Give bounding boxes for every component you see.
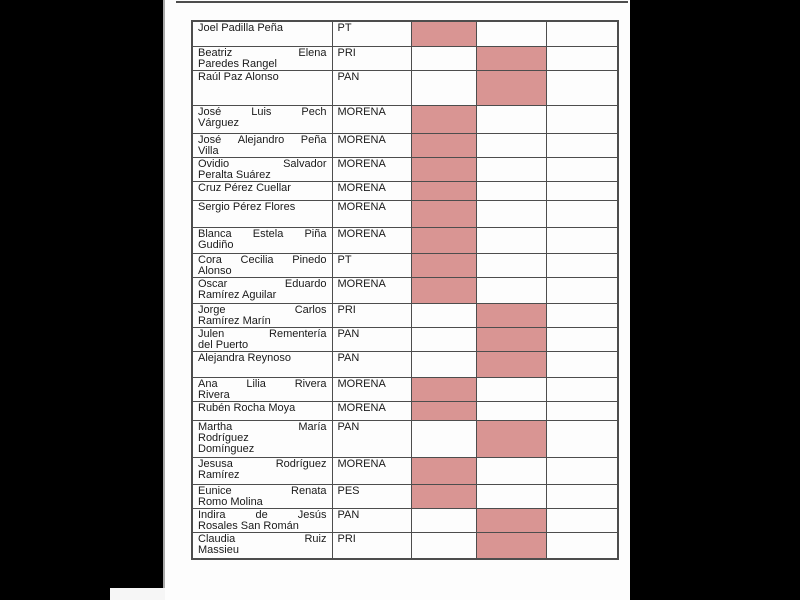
table-row xyxy=(192,200,618,227)
table-row xyxy=(192,420,618,457)
party-cell: MORENA xyxy=(332,277,411,303)
table-row xyxy=(192,21,618,46)
vote-cell-2 xyxy=(476,133,546,157)
vote-cell-3 xyxy=(546,200,618,227)
vote-cell-2 xyxy=(476,70,546,105)
vote-cell-2 xyxy=(476,46,546,70)
party-cell: MORENA xyxy=(332,105,411,133)
vote-cell-2 xyxy=(476,457,546,484)
vote-cell-3 xyxy=(546,303,618,327)
vote-cell-1 xyxy=(411,157,476,181)
table-row xyxy=(192,401,618,420)
vote-cell-3 xyxy=(546,327,618,351)
vote-cell-3 xyxy=(546,277,618,303)
party-cell: PAN xyxy=(332,351,411,377)
senator-name-cell: Blanca Estela Piña Gudiño xyxy=(192,227,332,253)
vote-cell-3 xyxy=(546,133,618,157)
table-row xyxy=(192,227,618,253)
vote-cell-1 xyxy=(411,484,476,508)
vote-cell-2 xyxy=(476,277,546,303)
party-cell: MORENA xyxy=(332,457,411,484)
vote-cell-2 xyxy=(476,303,546,327)
party-cell: PT xyxy=(332,253,411,277)
vote-cell-2 xyxy=(476,401,546,420)
vote-cell-3 xyxy=(546,401,618,420)
vote-cell-1 xyxy=(411,377,476,401)
vote-cell-3 xyxy=(546,420,618,457)
page-corner xyxy=(110,588,165,600)
senator-name-cell: Indira de Jesús Rosales San Román xyxy=(192,508,332,532)
senator-name-cell: Joel Padilla Peña xyxy=(192,21,332,46)
senator-name-cell: Eunice Renata Romo Molina xyxy=(192,484,332,508)
vote-cell-1 xyxy=(411,105,476,133)
senator-name-cell: Julen Rementería del Puerto xyxy=(192,327,332,351)
vote-cell-2 xyxy=(476,532,546,559)
party-cell: PES xyxy=(332,484,411,508)
vote-cell-1 xyxy=(411,253,476,277)
party-cell: MORENA xyxy=(332,133,411,157)
senator-name-cell: Claudia Ruiz Massieu xyxy=(192,532,332,559)
senator-name-cell: Cruz Pérez Cuellar xyxy=(192,181,332,200)
vote-cell-1 xyxy=(411,277,476,303)
vote-cell-3 xyxy=(546,105,618,133)
vote-cell-1 xyxy=(411,181,476,200)
vote-cell-2 xyxy=(476,21,546,46)
vote-cell-1 xyxy=(411,200,476,227)
table-row xyxy=(192,46,618,70)
table-row xyxy=(192,508,618,532)
vote-cell-2 xyxy=(476,200,546,227)
vote-cell-3 xyxy=(546,508,618,532)
vote-cell-3 xyxy=(546,181,618,200)
vote-cell-2 xyxy=(476,105,546,133)
vote-cell-2 xyxy=(476,420,546,457)
vote-cell-2 xyxy=(476,377,546,401)
vote-cell-3 xyxy=(546,46,618,70)
party-cell: MORENA xyxy=(332,181,411,200)
party-cell: MORENA xyxy=(332,157,411,181)
vote-cell-3 xyxy=(546,157,618,181)
vote-cell-1 xyxy=(411,420,476,457)
party-cell: MORENA xyxy=(332,377,411,401)
table-row xyxy=(192,70,618,105)
table-row xyxy=(192,157,618,181)
vote-cell-1 xyxy=(411,303,476,327)
vote-cell-3 xyxy=(546,377,618,401)
vote-cell-3 xyxy=(546,457,618,484)
vote-cell-2 xyxy=(476,351,546,377)
vote-cell-1 xyxy=(411,133,476,157)
party-cell: MORENA xyxy=(332,227,411,253)
party-cell: PT xyxy=(332,21,411,46)
senator-name-cell: José Luis Pech Várguez xyxy=(192,105,332,133)
vote-cell-1 xyxy=(411,351,476,377)
vote-cell-1 xyxy=(411,327,476,351)
senator-name-cell: Raúl Paz Alonso xyxy=(192,70,332,105)
table-row xyxy=(192,253,618,277)
vote-cell-3 xyxy=(546,21,618,46)
vote-cell-1 xyxy=(411,46,476,70)
party-cell: PAN xyxy=(332,420,411,457)
vote-cell-2 xyxy=(476,508,546,532)
senator-name-cell: Ana Lilia Rivera Rivera xyxy=(192,377,332,401)
party-cell: PAN xyxy=(332,70,411,105)
senator-name-cell: José Alejandro Peña Villa xyxy=(192,133,332,157)
senator-name-cell: Jorge Carlos Ramírez Marín xyxy=(192,303,332,327)
party-cell: PRI xyxy=(332,532,411,559)
vote-cell-3 xyxy=(546,532,618,559)
document-page xyxy=(163,0,630,600)
table-row xyxy=(192,181,618,200)
senator-name-cell: Alejandra Reynoso xyxy=(192,351,332,377)
table-row xyxy=(192,377,618,401)
senators-vote-table xyxy=(191,20,619,560)
senator-name-cell: Sergio Pérez Flores xyxy=(192,200,332,227)
vote-cell-2 xyxy=(476,227,546,253)
senator-name-cell: Martha María Rodríguez Domínguez xyxy=(192,420,332,457)
table-row xyxy=(192,327,618,351)
vote-cell-1 xyxy=(411,70,476,105)
vote-cell-2 xyxy=(476,484,546,508)
vote-cell-3 xyxy=(546,484,618,508)
party-cell: MORENA xyxy=(332,401,411,420)
party-cell: PAN xyxy=(332,327,411,351)
table-row xyxy=(192,277,618,303)
table-row xyxy=(192,133,618,157)
party-cell: PAN xyxy=(332,508,411,532)
vote-cell-1 xyxy=(411,21,476,46)
vote-cell-1 xyxy=(411,457,476,484)
senator-name-cell: Oscar Eduardo Ramírez Aguilar xyxy=(192,277,332,303)
table-row xyxy=(192,484,618,508)
vote-cell-2 xyxy=(476,181,546,200)
table-row xyxy=(192,303,618,327)
vote-cell-3 xyxy=(546,253,618,277)
vote-cell-3 xyxy=(546,351,618,377)
vote-cell-3 xyxy=(546,227,618,253)
senator-name-cell: Jesusa Rodríguez Ramírez xyxy=(192,457,332,484)
vote-cell-1 xyxy=(411,508,476,532)
vote-cell-3 xyxy=(546,70,618,105)
vote-cell-1 xyxy=(411,532,476,559)
party-cell: PRI xyxy=(332,303,411,327)
vote-cell-2 xyxy=(476,253,546,277)
senator-name-cell: Cora Cecilia Pinedo Alonso xyxy=(192,253,332,277)
table-row xyxy=(192,351,618,377)
vote-cell-1 xyxy=(411,401,476,420)
vote-cell-2 xyxy=(476,157,546,181)
table-row xyxy=(192,105,618,133)
vote-cell-1 xyxy=(411,227,476,253)
senator-name-cell: Ovidio Salvador Peralta Suárez xyxy=(192,157,332,181)
vote-cell-2 xyxy=(476,327,546,351)
table-row xyxy=(192,457,618,484)
senator-name-cell: Rubén Rocha Moya xyxy=(192,401,332,420)
party-cell: MORENA xyxy=(332,200,411,227)
previous-table-bottom-edge xyxy=(176,1,628,3)
table-row xyxy=(192,532,618,559)
party-cell: PRI xyxy=(332,46,411,70)
senator-name-cell: Beatriz Elena Paredes Rangel xyxy=(192,46,332,70)
